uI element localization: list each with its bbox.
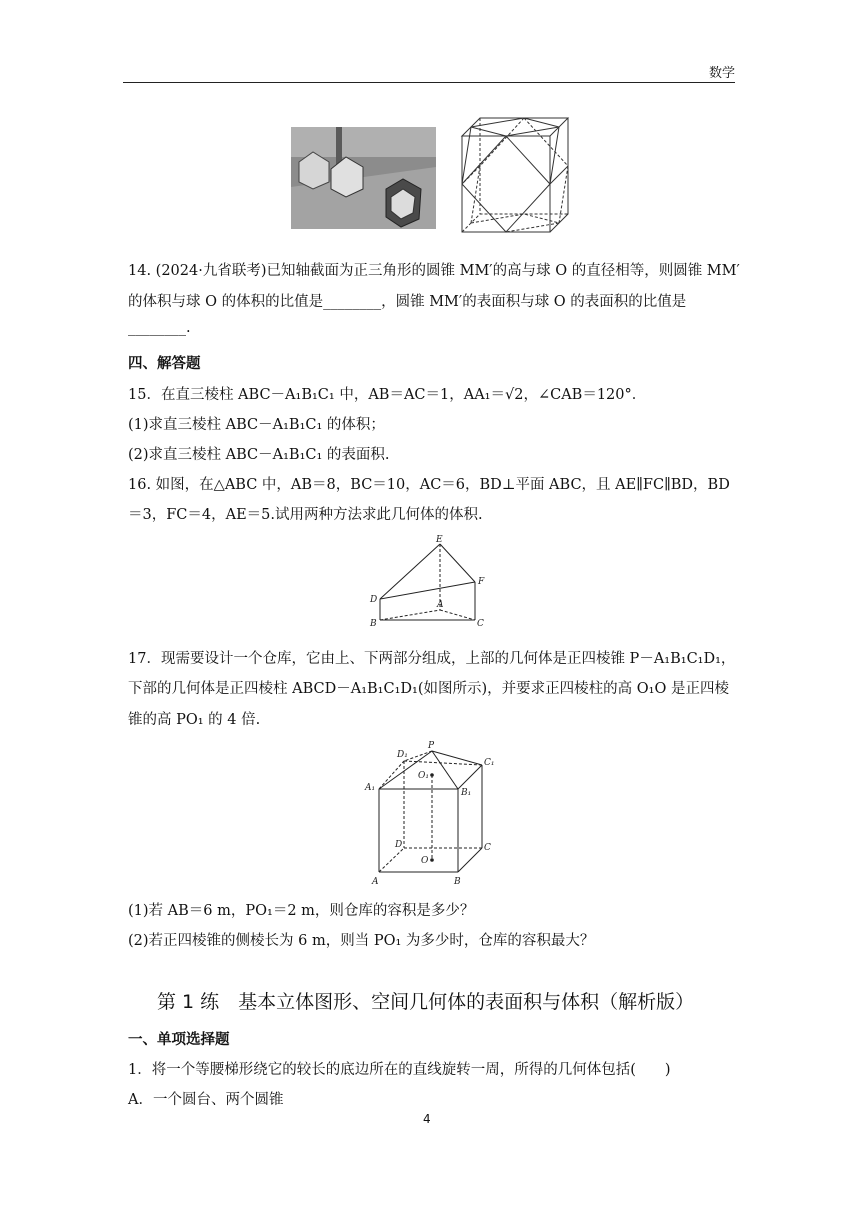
section-4-heading: 四、解答题 — [128, 356, 201, 372]
fig16-label-f: F — [478, 577, 485, 587]
q16-figure — [368, 534, 492, 630]
fig17-label-a: A — [372, 877, 379, 886]
fig16-label-b: B — [370, 619, 377, 629]
fig17-label-c1: C₁ — [484, 758, 495, 768]
q1-option-a: A．一个圆台、两个圆锥 — [128, 1092, 284, 1108]
q16-line2: ＝3，FC＝4，AE＝5.试用两种方法求此几何体的体积. — [128, 507, 483, 523]
q14-line1: 14. (2024·九省联考)已知轴截面为正三角形的圆锥 MM′的高与球 O 的直径相等，则圆锥 MM′ — [128, 263, 740, 279]
fig17-label-d1: D₁ — [397, 750, 408, 760]
fig16-label-a: A — [437, 600, 444, 610]
fig17-label-d: D — [395, 840, 403, 850]
q15-part1: (1)求直三棱柱 ABC－A₁B₁C₁ 的体积； — [128, 417, 385, 433]
page-number: 4 — [423, 1112, 431, 1126]
fig17-label-a1: A₁ — [365, 783, 376, 793]
q17-part2: (2)若正四棱锥的侧棱长为 6 m，则当 PO₁ 为多少时，仓库的容积最大？ — [128, 933, 595, 949]
fig16-label-d: D — [370, 595, 378, 605]
fig16-label-c: C — [477, 619, 484, 629]
q17-figure — [362, 738, 504, 886]
fig17-label-p: P — [428, 741, 435, 751]
q15-part2: (2)求直三棱柱 ABC－A₁B₁C₁ 的表面积. — [128, 447, 390, 463]
q14-line3: ________. — [128, 320, 191, 336]
fig17-label-b1: B₁ — [461, 788, 472, 798]
fig17-label-c: C — [484, 843, 491, 853]
practice-title: 第 1 练 基本立体图形、空间几何体的表面积与体积（解析版） — [157, 991, 695, 1013]
q17-line1: 17．现需要设计一个仓库，它由上、下两部分组成，上部的几何体是正四棱锥 P－A₁B₁C₁D₁， — [128, 651, 736, 667]
header-subject: 数学 — [708, 66, 735, 81]
section-1-heading: 一、单项选择题 — [128, 1032, 230, 1048]
q17-line2: 下部的几何体是正四棱柱 ABCD－A₁B₁C₁D₁(如图所示)，并要求正四棱柱的高 O₁O 是正四棱 — [128, 681, 729, 697]
cube-cuboctahedron-figure — [456, 114, 572, 236]
fig17-label-b: B — [454, 877, 461, 886]
fig17-label-o: O — [421, 856, 429, 866]
fig17-label-o1: O₁ — [418, 771, 429, 781]
q17-part1: (1)若 AB＝6 m，PO₁＝2 m，则仓库的容积是多少？ — [128, 903, 475, 919]
q17-line3: 锥的高 PO₁ 的 4 倍. — [128, 712, 261, 728]
q14-line2: 的体积与球 O 的体积的比值是________，圆锥 MM′的表面积与球 O 的表面积的比值是 — [128, 294, 687, 310]
page-header — [123, 60, 735, 83]
q15-stem: 15．在直三棱柱 ABC－A₁B₁C₁ 中，AB＝AC＝1，AA₁＝√2，∠CAB＝120°． — [128, 387, 647, 403]
q16-line1: 16. 如图，在△ABC 中，AB＝8，BC＝10，AC＝6，BD⊥平面 ABC，且 AE∥FC∥BD，BD — [128, 477, 730, 493]
fig16-label-e: E — [436, 535, 443, 545]
q1-stem: 1．将一个等腰梯形绕它的较长的底边所在的直线旋转一周，所得的几何体包括( ) — [128, 1062, 671, 1078]
photo-solids — [291, 127, 436, 229]
